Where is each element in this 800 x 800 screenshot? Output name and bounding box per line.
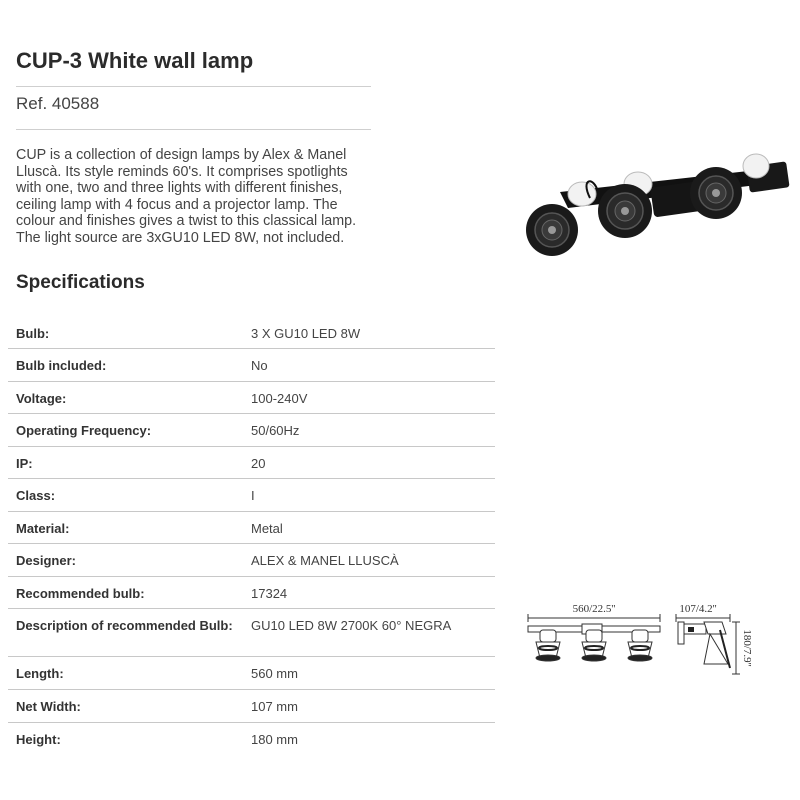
spec-label: Operating Frequency:: [16, 423, 152, 438]
spec-label: Voltage:: [16, 391, 67, 406]
spec-value: 3 X GU10 LED 8W: [251, 326, 361, 341]
spec-label: IP:: [16, 456, 33, 471]
spec-label: Height:: [16, 732, 61, 747]
product-description: [16, 147, 366, 247]
spec-row: [8, 382, 495, 414]
spec-value: 560 mm: [251, 666, 298, 681]
spec-label: Bulb:: [16, 326, 50, 341]
spec-label: Description of recommended Bulb:: [16, 618, 233, 633]
description-line: CUP is a collection of design lamps by Alex & Manel: [16, 147, 347, 163]
spec-row: [8, 544, 495, 577]
spec-row: [8, 609, 495, 657]
spec-row: [8, 577, 495, 609]
specifications-table: [8, 317, 495, 756]
spec-row: [8, 317, 495, 349]
spec-row: [8, 512, 495, 544]
spec-value: Metal: [251, 521, 283, 536]
spec-value: I: [251, 488, 255, 503]
spec-value: ALEX & MANEL LLUSCÀ: [251, 553, 399, 568]
spec-row: [8, 657, 495, 690]
spec-value: 180 mm: [251, 732, 298, 747]
spec-row: [8, 479, 495, 512]
height-dimension-label: 180/7.9'': [741, 629, 753, 667]
spec-value: 50/60Hz: [251, 423, 300, 438]
product-photo: [520, 148, 790, 268]
spec-row: [8, 414, 495, 447]
spec-label: Length:: [16, 666, 64, 681]
product-reference: Ref. 40588: [16, 94, 100, 113]
spec-label: Material:: [16, 521, 70, 536]
spec-label: Recommended bulb:: [16, 586, 145, 601]
divider: [16, 129, 371, 130]
spec-value: 20: [251, 456, 266, 471]
description-line: with one, two and three lights with different finishes,: [16, 180, 343, 197]
spec-row: [8, 723, 495, 756]
width-dimension-label: 107/4.2'': [679, 603, 717, 615]
spec-value: 17324: [251, 586, 288, 601]
specifications-heading: Specifications: [16, 272, 145, 293]
spec-value: No: [251, 358, 268, 373]
side-view-drawing: [668, 600, 758, 680]
spec-row: [8, 349, 495, 382]
length-dimension-label: 560/22.5'': [572, 603, 616, 615]
product-title: CUP-3 White wall lamp: [16, 48, 254, 73]
spec-label: Bulb included:: [16, 358, 107, 373]
description-line: Lluscà. Its style reminds 60's. It comprises spotlights: [16, 163, 348, 180]
spec-label: Designer:: [16, 553, 76, 568]
spec-row: [8, 447, 495, 479]
description-line: colour and finishes gives a twist to this classical lamp.: [16, 213, 357, 230]
spec-value: 107 mm: [251, 699, 298, 714]
spec-row: [8, 690, 495, 723]
spec-value: GU10 LED 8W 2700K 60° NEGRA: [251, 618, 452, 633]
description-line: ceiling lamp with 4 focus and a projector lamp. The: [16, 196, 338, 213]
description-line: The light source are 3xGU10 LED 8W, not included.: [16, 229, 345, 246]
spec-label: Class:: [16, 488, 56, 503]
spec-value: 100-240V: [251, 391, 308, 406]
spec-label: Net Width:: [16, 699, 81, 714]
divider: [16, 86, 371, 87]
front-view-drawing: [526, 600, 662, 672]
